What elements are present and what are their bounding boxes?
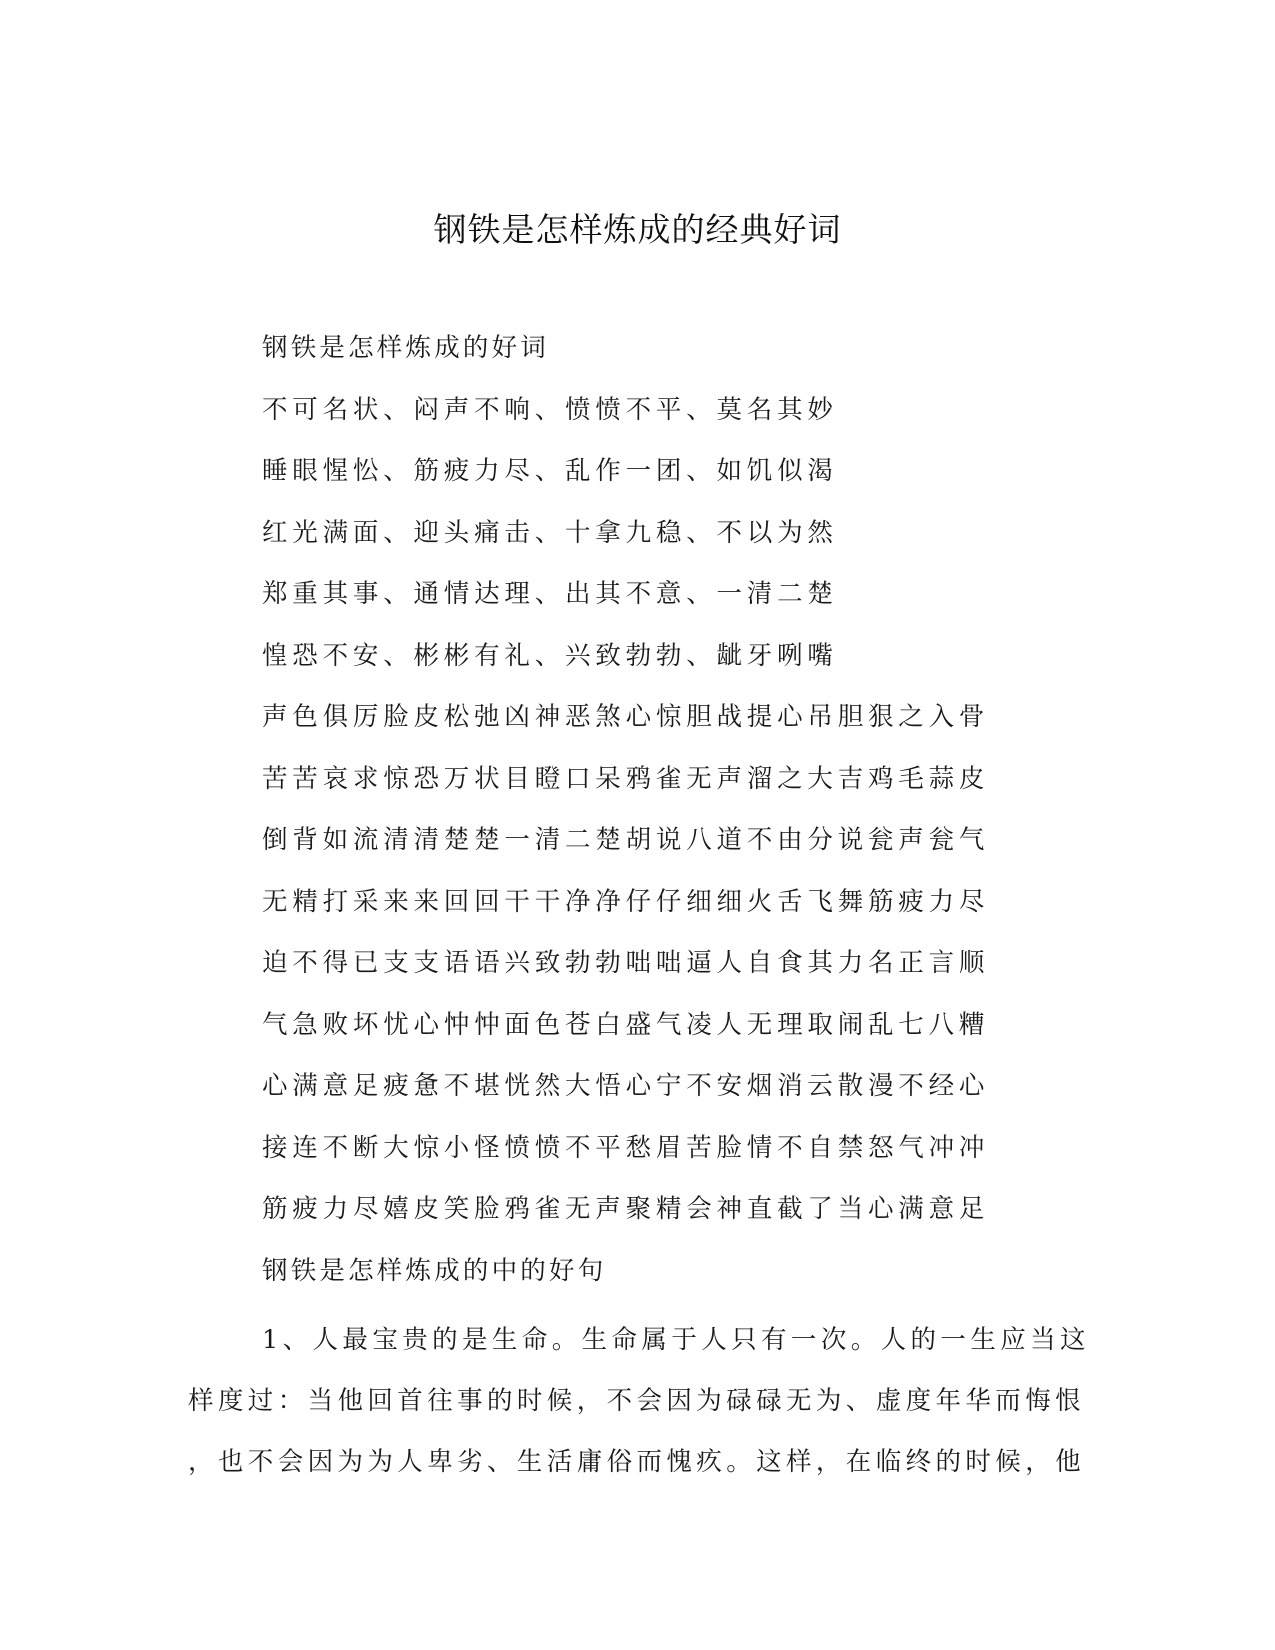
word-list-line: 不可名状、闷声不响、愤愤不平、莫名其妙: [262, 394, 838, 425]
word-list-line: 气急败坏忧心忡忡面色苍白盛气凌人无理取闹乱七八糟: [262, 1009, 990, 1040]
word-list-line: 苦苦哀求惊恐万状目瞪口呆鸦雀无声溜之大吉鸡毛蒜皮: [262, 763, 990, 794]
paragraph-line: ，也不会因为为人卑劣、生活庸俗而愧疚。这样，在临终的时候，他: [188, 1447, 1086, 1477]
word-list-line: 心满意足疲惫不堪恍然大悟心宁不安烟消云散漫不经心: [262, 1071, 990, 1101]
word-list-line: 声色俱厉脸皮松弛凶神恶煞心惊胆战提心吊胆狠之入骨: [262, 702, 990, 732]
section-heading-words: 钢铁是怎样炼成的好词: [262, 333, 550, 363]
quote-paragraph: [188, 1310, 1090, 1493]
word-list-line: 惶恐不安、彬彬有礼、兴致勃勃、龇牙咧嘴: [262, 640, 838, 671]
word-list: [262, 330, 1022, 1314]
word-list-line: 迫不得已支支语语兴致勃勃咄咄逼人自食其力名正言顺: [262, 948, 990, 978]
word-list-line: 无精打采来来回回干干净净仔仔细细火舌飞舞筋疲力尽: [262, 886, 990, 917]
word-list-line: 睡眼惺忪、筋疲力尽、乱作一团、如饥似渴: [262, 456, 838, 486]
word-list-line: 倒背如流清清楚楚一清二楚胡说八道不由分说瓮声瓮气: [262, 825, 990, 855]
section-heading-sentences: 钢铁是怎样炼成的中的好句: [262, 1255, 607, 1286]
paragraph-line: 1、人最宝贵的是生命。生命属于人只有一次。人的一生应当这: [262, 1325, 1090, 1355]
word-list-line: 郑重其事、通情达理、出其不意、一清二楚: [262, 579, 838, 609]
document-title: 钢铁是怎样炼成的经典好词: [433, 210, 842, 249]
word-list-line: 接连不断大惊小怪愤愤不平愁眉苦脸情不自禁怒气冲冲: [262, 1132, 990, 1163]
word-list-line: 筋疲力尽嬉皮笑脸鸦雀无声聚精会神直截了当心满意足: [262, 1194, 990, 1224]
word-list-line: 红光满面、迎头痛击、十拿九稳、不以为然: [262, 517, 838, 548]
paragraph-line: 样度过：当他回首往事的时候，不会因为碌碌无为、虚度年华而悔恨: [188, 1386, 1086, 1416]
